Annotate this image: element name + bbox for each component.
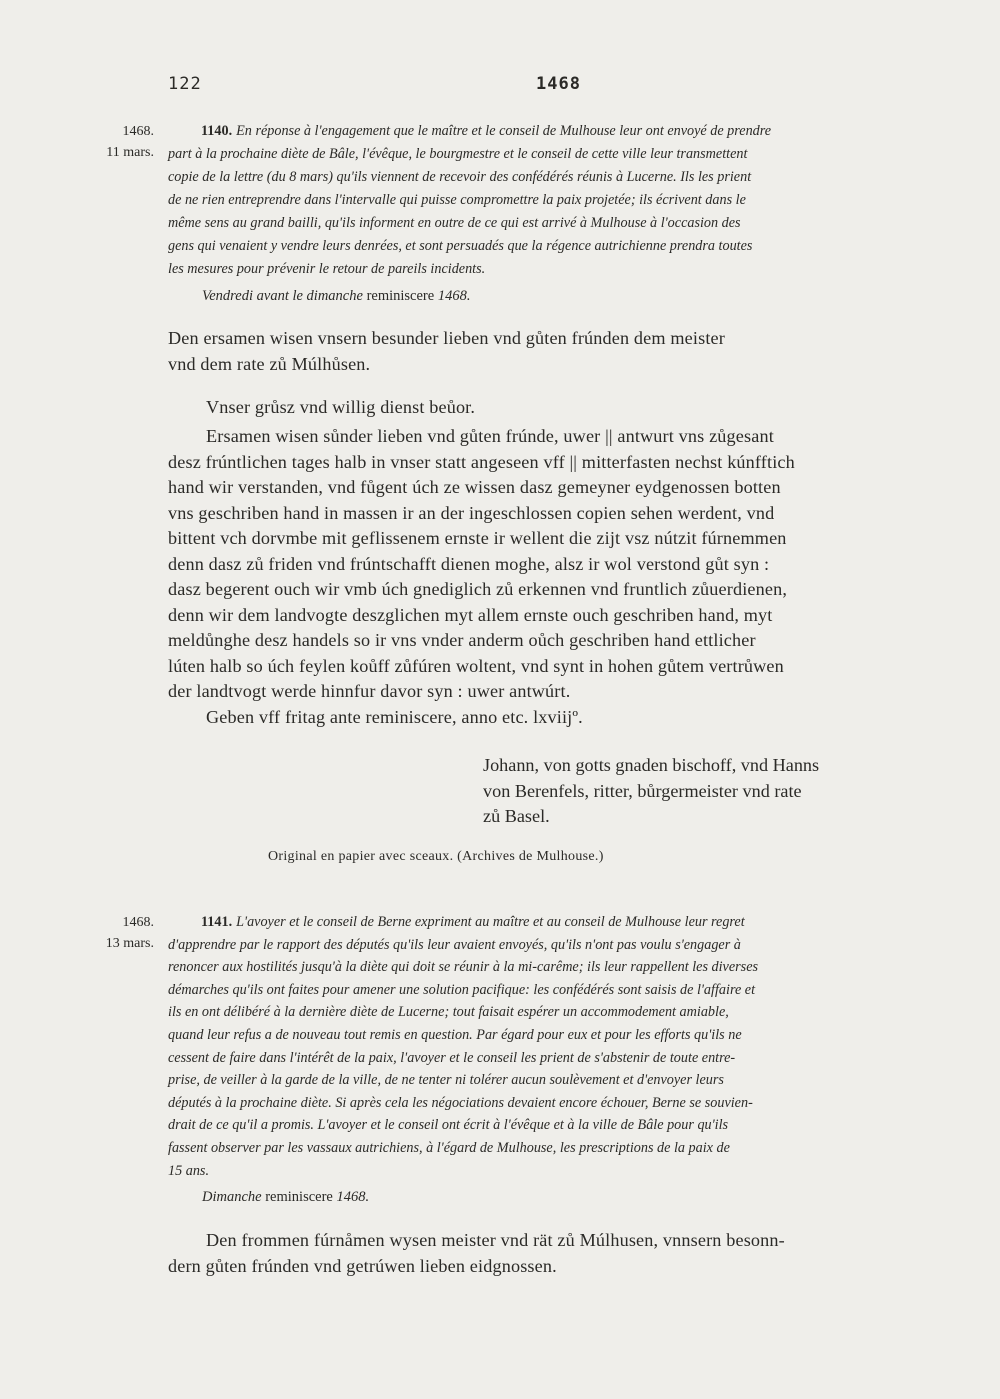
entry-1140-address — [168, 326, 950, 377]
running-title: 1468 — [536, 74, 581, 94]
body-line: denn dasz zů friden vnd frúntschafft dienen moghe, alsz ir wol verstond gůt syn : — [168, 553, 770, 574]
signature-line: Johann, von gotts gnaden bischoff, vnd Hanns — [483, 755, 820, 775]
address-line: vnd dem rate zů Múlhůsen. — [168, 353, 371, 374]
body-line: meldůnghe desz handels so ir vns vnder anderm oůch geschriben hand ettlicher — [168, 630, 756, 650]
body-line: dasz begerent ouch wir vmb úch gnediglich zů erkennen vnd fruntlich zůuerdienen, — [168, 579, 788, 599]
entry-1141-summary — [168, 911, 950, 1182]
body-line: Ersamen wisen sůnder lieben vnd gůten frúnde, uwer || antwurt vns zůgesant — [206, 426, 774, 446]
summary-line: prise, de veiller à la garde de la ville, de ne tenter ni tolérer aucun soulèvement et d'envoyer leurs — [168, 1072, 724, 1089]
closing-line: Geben vff fritag ante reminiscere, anno etc. lxviijº. — [206, 706, 583, 727]
summary-line: gens qui venaient y vendre leurs denrées, et sont persuadés que la régence autrichienne prendra toutes — [168, 238, 753, 254]
summary-line: part à la prochaine diète de Bâle, l'évêque, le bourgmestre et le conseil de cette ville leur transmettent — [168, 146, 748, 162]
summary-line: 1140. En réponse à l'engagement que le maître et le conseil de Mulhouse leur ont envoyé de prendre — [201, 123, 772, 139]
entry-1141-margin-date — [82, 912, 154, 954]
address-line: Den frommen fúrnåmen wysen meister vnd rät zů Múlhusen, vnnsern besonn- — [206, 1230, 785, 1250]
entry-1140-number: 1140. — [201, 123, 233, 139]
body-line: desz frúntlichen tages halb in vnser statt angeseen vff || mitterfasten nechst kúnfftich — [168, 451, 795, 472]
body-line: vns geschriben hand in massen ir an der ingeschlossen copien sehen werdent, vnd — [168, 502, 775, 523]
summary-line: d'apprendre par le rapport des députés qu'ils leur avaient envoyés, qu'ils n'ont pas voulu s'engager à — [168, 936, 741, 953]
entry-1140-signature — [483, 753, 819, 830]
entry-1140-year: 1468. — [122, 124, 154, 139]
summary-line: fassent observer par les vassaux autrichiens, à l'égard de Mulhouse, les prescriptions de la paix de — [168, 1139, 730, 1156]
summary-line: cessent de faire dans l'intérêt de la paix, l'avoyer et le conseil les prient de s'abstenir de toute entre- — [168, 1049, 736, 1066]
body-line: hand wir verstanden, vnd fůgent úch ze wissen dasz gemeyner eydgenossen botten — [168, 477, 781, 497]
address-line: Den ersamen wisen vnsern besunder lieben vnd gůten frúnden dem meister — [168, 328, 725, 348]
page-number: 122 — [168, 74, 202, 94]
entry-1140-dateline: Vendredi avant le dimanche reminiscere 1468. — [202, 288, 471, 304]
summary-line: de ne rien entreprendre dans l'intervalle qui puisse compromettre la paix projetée; ils écrivent dans le — [168, 192, 746, 208]
summary-line: députés à la prochaine diète. Si après cela les négociations devaient encore échouer, Berne se souvien- — [168, 1094, 753, 1111]
signature-line: zů Basel. — [483, 806, 550, 826]
entry-1141-year: 1468. — [122, 915, 154, 930]
summary-line: démarches qu'ils ont faites pour amener une solution pacifique: les confédérés sont saisis de l'affaire et — [168, 981, 756, 998]
greeting: Vnser grůsz vnd willig dienst beůor. — [206, 397, 476, 417]
address-line: dern gůten frúnden vnd getrúwen lieben eidgnossen. — [168, 1255, 557, 1276]
summary-line: 15 ans. — [168, 1162, 209, 1179]
summary-line: quand leur refus a de nouveau tout remis en question. Par égard pour eux et pour les efforts qu'ils ne — [168, 1026, 742, 1043]
signature-line: von Berenfels, ritter, bůrgermeister vnd rate — [483, 780, 802, 801]
entry-1140-source: Original en papier avec sceaux. (Archives de Mulhouse.) — [268, 849, 604, 864]
summary-line: copie de la lettre (du 8 mars) qu'ils viennent de recevoir des confédérés réunis à Lucerne. Ils les prient — [168, 169, 752, 185]
entry-1141-number: 1141. — [201, 914, 233, 930]
summary-line: renoncer aux hostilités jusqu'à la diète qui doit se réunir à la mi-carême; ils leur rappellent les diverses — [168, 959, 759, 976]
entry-1140-margin-date — [82, 121, 154, 163]
entry-1140-body — [168, 424, 950, 730]
summary-line: les mesures pour prévenir le retour de pareils incidents. — [168, 261, 486, 277]
summary-line: drait de ce qu'il a promis. L'avoyer et le conseil ont écrit à l'évêque et à la ville de Bâle pour qu'ils — [168, 1117, 729, 1134]
body-line: lúten halb so úch feylen koůff zůfúren woltent, vnd synt in hohen gůtem vertrůwen — [168, 655, 784, 676]
page-header — [168, 74, 950, 100]
entry-1140-greeting-block — [168, 395, 950, 421]
summary-line: 1141. L'avoyer et le conseil de Berne expriment au maître et au conseil de Mulhouse leur regret — [201, 914, 745, 930]
summary-line: même sens au grand bailli, qu'ils informent en outre de ce qui est arrivé à Mulhouse à l'occasion des — [168, 215, 741, 231]
body-line: denn wir dem landvogte deszglichen myt allem ernste ouch geschriben hand, myt — [168, 604, 773, 625]
entry-1140-summary — [168, 120, 950, 281]
body-line: der landtvogt werde hinnfur davor syn : uwer antwúrt. — [168, 681, 571, 701]
entry-1141-dateline: Dimanche reminiscere 1468. — [202, 1189, 370, 1205]
summary-line: ils en ont délibéré à la dernière diète de Lucerne; tout faisait espérer un accommodement amiable, — [168, 1004, 729, 1021]
entry-1140-day: 11 mars. — [106, 145, 154, 160]
entry-1141-address — [168, 1228, 950, 1279]
entry-1141-day: 13 mars. — [105, 936, 154, 951]
body-line: bittent vch dorvmbe mit geflissenem ernste ir wellent die zijt vsz nútzit fúrnemmen — [168, 528, 787, 548]
